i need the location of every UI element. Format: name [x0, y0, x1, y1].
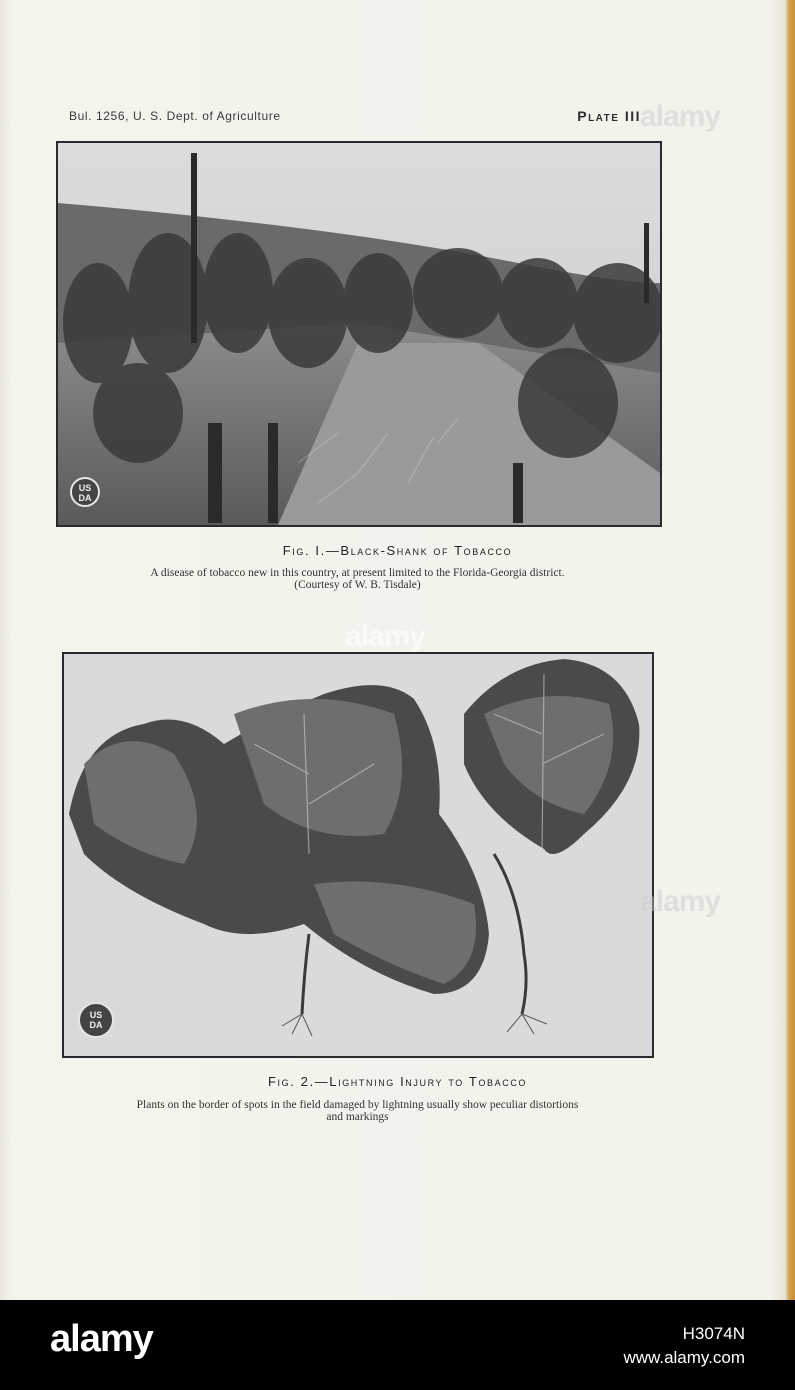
- watermark-text: alamy: [345, 620, 426, 653]
- figure-2-photo: [62, 652, 654, 1058]
- tobacco-leaves-image: [64, 654, 652, 1056]
- watermark-text: alamy: [640, 100, 721, 133]
- tobacco-field-image: [58, 143, 660, 525]
- figure-1-caption-line1: A disease of tobacco new in this country, at present limited to the Florida-Georgia district.: [150, 567, 565, 579]
- site-link[interactable]: www.alamy.com: [623, 1348, 745, 1367]
- bulletin-header: Bul. 1256, U. S. Dept. of Agriculture: [69, 109, 281, 123]
- figure-1-caption-line2: (Courtesy of W. B. Tisdale): [294, 579, 421, 591]
- stock-footer-bar: [0, 1300, 795, 1390]
- figure-2-caption-line2: and markings: [326, 1111, 389, 1123]
- plate-number: Plate III: [577, 108, 641, 124]
- figure-2-caption-line1: Plants on the border of spots in the field damaged by lightning usually show peculiar distortions: [136, 1099, 579, 1111]
- figure-1-photo: [56, 141, 662, 527]
- figure-2-title: Fig. 2.—Lightning Injury to Tobacco: [267, 1074, 528, 1089]
- image-id-block: [623, 1322, 745, 1370]
- figure-1-caption: [60, 567, 655, 591]
- figure-2-caption: [60, 1099, 655, 1123]
- figure-1-title: Fig. I.—Black-Shank of Tobacco: [282, 543, 513, 558]
- image-id: H3074N: [682, 1324, 745, 1343]
- usda-seal-icon: US DA: [70, 477, 100, 507]
- alamy-logo: alamy: [50, 1318, 153, 1360]
- watermark-text: alamy: [640, 885, 721, 918]
- usda-seal-icon: US DA: [78, 1002, 114, 1038]
